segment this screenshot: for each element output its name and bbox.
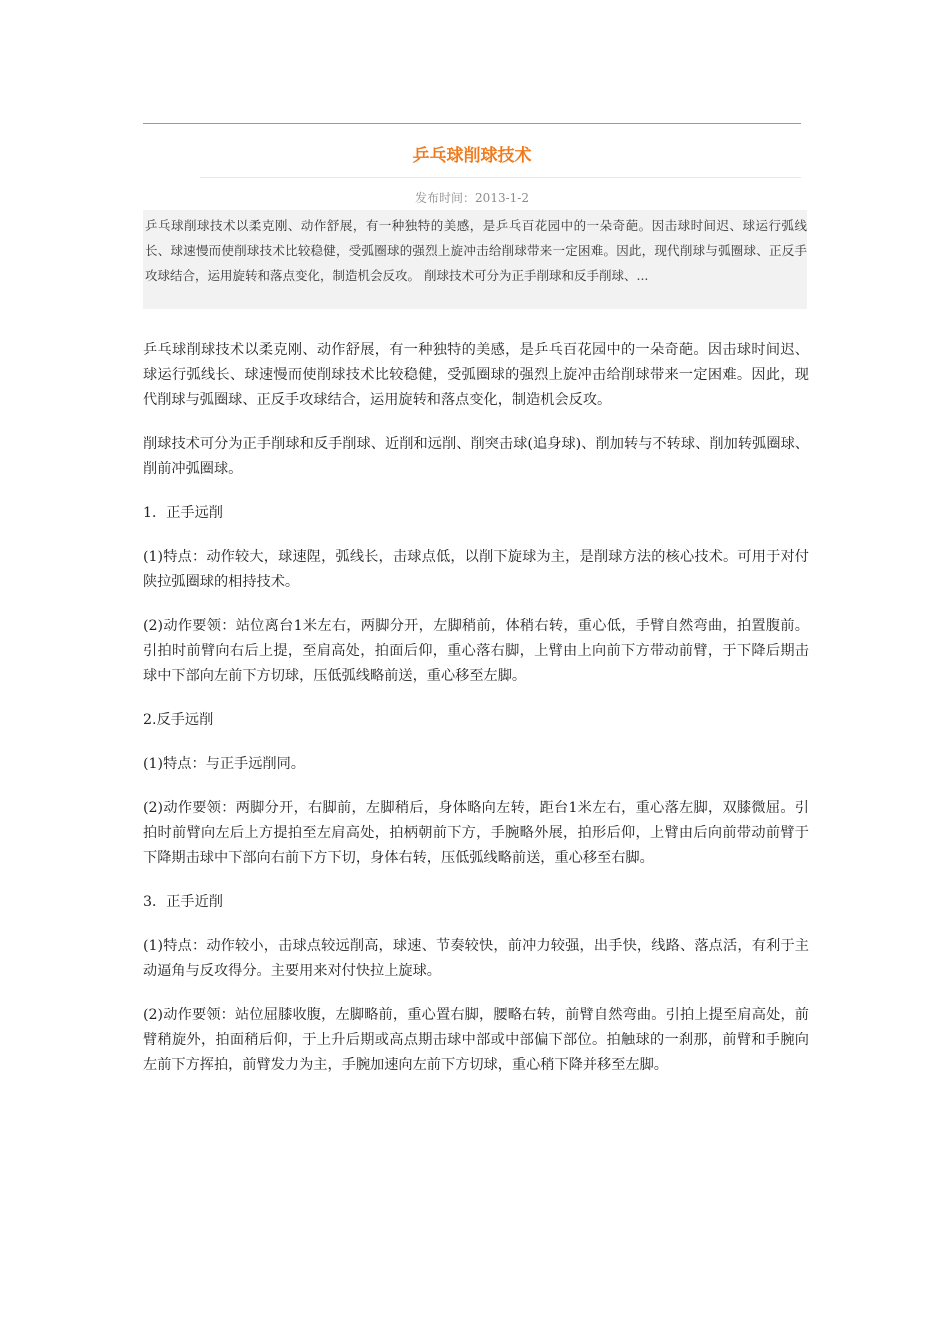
body-paragraph: (1)特点：动作较小，击球点较远削高，球速、节奏较快，前冲力较强，出手快，线路、落点活，有利于主动逼角与反攻得分。主要用来对付快拉上旋球。 <box>143 938 809 979</box>
body-paragraph: (2)动作要领：两脚分开，右脚前，左脚稍后，身体略向左转，距台1米左右，重心落左脚，双膝微屈。引拍时前臂向左后上方提拍至左肩高处，拍柄朝前下方，手腕略外展，拍形后仰，上臂由后向前带动前臂于下降期击球中下部向右前下方下切，身体右转，压低弧线略前送，重心移至右脚。 <box>143 800 809 866</box>
body-paragraph: (1)特点：动作较大，球速陧，弧线长，击球点低，以削下旋球为主，是削球方法的核心技术。可用于对付陕拉弧圈球的相持技术。 <box>143 549 809 590</box>
top-divider <box>143 123 801 124</box>
body-paragraph: 乒乓球削球技术以柔克刚、动作舒展，有一种独特的美感，是乒乓百花园中的一朵奇葩。因击球时间迟、球运行弧线长、球速慢而使削球技术比较稳健，受弧圈球的强烈上旋冲击给削球带来一定困难。因此，现代削球与弧圈球、正反手攻球结合，运用旋转和落点变化，制造机会反攻。 <box>143 342 809 408</box>
body-paragraph: (2)动作要领：站位屈膝收腹，左脚略前，重心置右脚，腰略右转，前臂自然弯曲。引拍上提至肩高处，前臂稍旋外，拍面稍后仰，于上升后期或高点期击球中部或中部偏下部位。拍触球的一刹那，前臂和手腕向左前下方挥拍，前臂发力为主，手腕加速向左前下方切球，重心稍下降并移至左脚。 <box>143 1007 809 1073</box>
body-paragraph: (1)特点：与正手远削同。 <box>143 756 305 772</box>
publish-info <box>143 188 801 208</box>
publish-label: 发布时间： <box>415 191 476 205</box>
body-paragraph: (2)动作要领：站位离台1米左右，两脚分开，左脚稍前，体稍右转，重心低，手臂自然弯曲，拍置腹前。引拍时前臂向右后上提，至肩高处，拍面后仰，重心落右脚，上臂由上向前下方带动前臂，于下降后期击球中下部向左前下方切球，压低弧线略前送，重心移至左脚。 <box>143 618 809 684</box>
section-heading: 3．正手近削 <box>143 894 223 910</box>
publish-date: 2013-1-2 <box>475 191 529 205</box>
section-heading: 2.反手远削 <box>143 712 214 728</box>
body-paragraph: 削球技术可分为正手削球和反手削球、近削和远削、削突击球(追身球)、削加转与不转球、削加转弧圈球、削前冲弧圈球。 <box>143 436 809 477</box>
title-divider <box>200 177 801 178</box>
article-body <box>143 338 809 1097</box>
article-summary: 乒乓球削球技术以柔克刚、动作舒展，有一种独特的美感，是乒乓百花园中的一朵奇葩。因击球时间迟、球运行弧线长、球速慢而使削球技术比较稳健，受弧圈球的强烈上旋冲击给削球带来一定困难。因此，现代削球与弧圈球、正反手攻球结合，运用旋转和落点变化，制造机会反攻。 削球技术可分为正手削球和反手削球、... <box>143 210 807 309</box>
section-heading: 1．正手远削 <box>143 505 223 521</box>
article-title: 乒乓球削球技术 <box>412 146 532 166</box>
